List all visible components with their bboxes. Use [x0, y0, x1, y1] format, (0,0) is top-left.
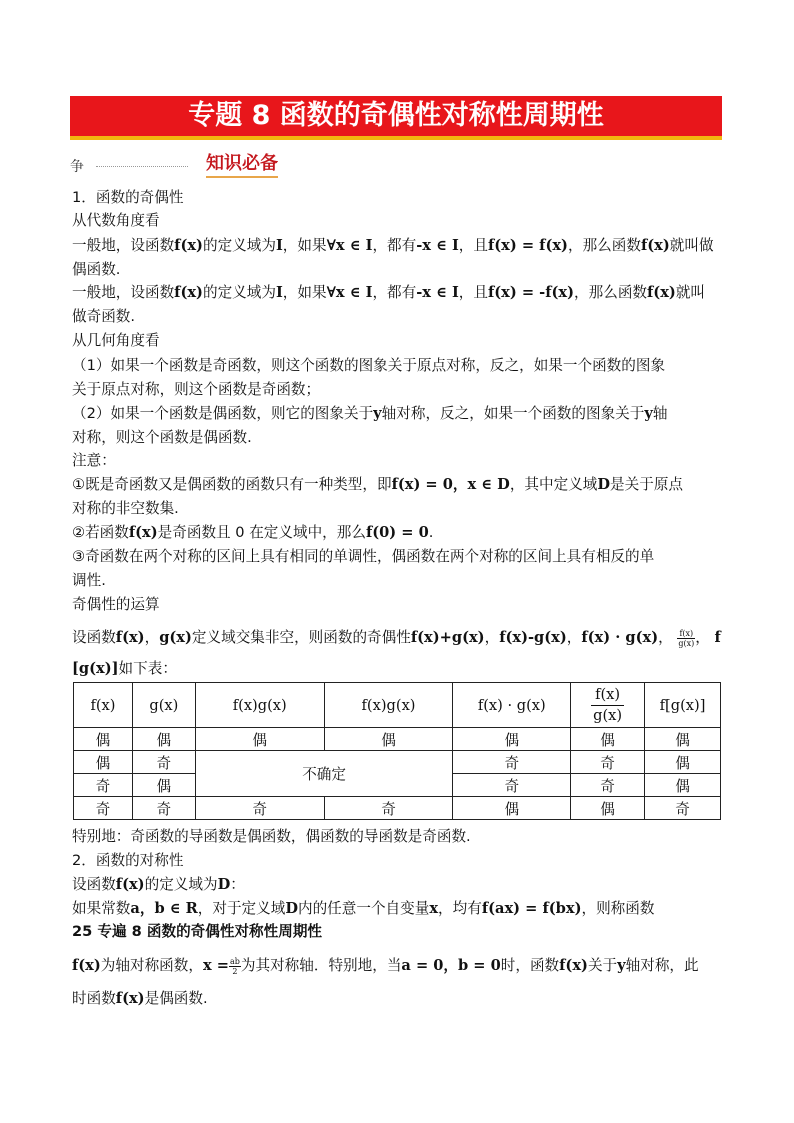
odd-definition-line: 一般地，设函数f(x)的定义域为I，如果∀x ∈ I，都有-x ∈ I，且f(x) = -f(x)，那么函数f(x)就叫: [72, 284, 706, 301]
subheading-geometric: 从几何角度看: [72, 332, 160, 349]
table-cell: 偶: [453, 728, 571, 751]
table-header-row: [74, 683, 721, 728]
axis-fraction: $\frac{ab}{2}$: [229, 956, 240, 976]
fraction-header: $\frac{f(x)}{g(x)}$: [593, 685, 623, 724]
note-3: ③奇函数在两个对称的区间上具有相同的单调性，偶函数在两个对称的区间上具有相反的单: [72, 548, 655, 565]
even-definition-line: 一般地，设函数f(x)的定义域为I，如果∀x ∈ I，都有-x ∈ I，且f(x) = f(x)，那么函数f(x)就叫做: [72, 237, 714, 254]
parity-table: [73, 682, 721, 820]
heading-parity: 1．函数的奇偶性: [72, 189, 184, 206]
note-1-end: 对称的非空数集.: [72, 500, 179, 517]
table-cell: 奇: [453, 751, 571, 774]
table-header-cell: f(x): [74, 683, 133, 728]
table-cell: 奇: [132, 751, 195, 774]
table-cell: 偶: [645, 774, 721, 797]
geometric-point-2: （2）如果一个函数是偶函数，则它的图象关于y轴对称，反之，如果一个函数的图象关于y轴: [72, 405, 668, 422]
table-cell: 偶: [571, 728, 645, 751]
table-header-cell: f(x)g(x): [195, 683, 324, 728]
table-cell: 奇: [324, 797, 453, 820]
table-cell: 偶: [645, 751, 721, 774]
table-row: [74, 797, 721, 820]
table-cell: 偶: [571, 797, 645, 820]
table-cell: 偶: [74, 751, 133, 774]
page-footer-title: 25 专遍 8 函数的奇偶性对称性周期性: [72, 923, 323, 940]
table-header-cell: f[g(x)]: [645, 683, 721, 728]
section-title: 知识必备: [206, 152, 278, 178]
table-cell: 奇: [74, 774, 133, 797]
table-cell: 奇: [645, 797, 721, 820]
table-header-cell: g(x): [132, 683, 195, 728]
note-3-end: 调性.: [72, 572, 106, 589]
geometric-point-1: （1）如果一个函数是奇函数，则这个函数的图象关于原点对称，反之，如果一个函数的图象: [72, 357, 666, 374]
section-divider: [96, 166, 188, 167]
table-header-cell: f(x)g(x): [324, 683, 453, 728]
page-title: 专题 8 函数的奇偶性对称性周期性: [188, 100, 604, 131]
table-cell: 奇: [571, 751, 645, 774]
table-row: [74, 751, 721, 774]
table-header-cell: [571, 683, 645, 728]
table-cell: 偶: [453, 797, 571, 820]
table-cell: 奇: [195, 797, 324, 820]
symmetry-axis-end: 时函数f(x)是偶函数.: [72, 990, 208, 1007]
table-cell: 偶: [195, 728, 324, 751]
symmetry-setup: 设函数f(x)的定义域为D：: [72, 876, 245, 893]
table-cell: 偶: [74, 728, 133, 751]
even-definition-end: 偶函数.: [72, 261, 121, 278]
section-header: [70, 150, 370, 180]
operations-intro-end: [g(x)]如下表：: [72, 660, 177, 677]
table-cell: 奇: [453, 774, 571, 797]
table-cell: 偶: [324, 728, 453, 751]
quotient-fraction: $\frac{f(x)}{g(x)}$: [678, 628, 695, 648]
table-cell: 偶: [645, 728, 721, 751]
subheading-operations: 奇偶性的运算: [72, 596, 160, 613]
table-row: [74, 728, 721, 751]
table-cell: 奇: [132, 797, 195, 820]
subheading-algebraic: 从代数角度看: [72, 212, 160, 229]
geometric-point-2-end: 对称，则这个函数是偶函数.: [72, 429, 252, 446]
table-cell: 奇: [571, 774, 645, 797]
derivative-note: 特别地：奇函数的导函数是偶函数，偶函数的导函数是奇函数.: [72, 828, 471, 845]
symmetry-condition: 如果常数a，b ∈ R，对于定义域D内的任意一个自变量x，均有f(ax) = f(bx)，则称函数: [72, 900, 655, 917]
table-cell: 偶: [132, 728, 195, 751]
table-cell: 偶: [132, 774, 195, 797]
title-banner: [70, 96, 722, 140]
operations-intro: 设函数f(x)，g(x)定义域交集非空，则函数的奇偶性f(x)+g(x)，f(x)-g(x)，f(x) · g(x)， $\frac{f(x)}{g(x)}$ ， f: [72, 628, 721, 648]
odd-definition-end: 做奇函数.: [72, 308, 136, 325]
note-heading: 注意：: [72, 452, 116, 469]
geometric-point-1-end: 关于原点对称，则这个函数是奇函数；: [72, 381, 321, 398]
note-1: ①既是奇函数又是偶函数的函数只有一种类型，即f(x) = 0，x ∈ D，其中定义域D是关于原点: [72, 476, 684, 493]
note-2: ②若函数f(x)是奇函数且 0 在定义域中，那么f(0) = 0.: [72, 524, 434, 541]
symmetry-axis-line: f(x)为轴对称函数，x = $\frac{ab}{2}$ 为其对称轴．特别地，当a = 0，b = 0时，函数f(x)关于y轴对称，此: [72, 956, 699, 976]
table-cell-merged: 不确定: [195, 751, 453, 797]
table-header-cell: f(x) · g(x): [453, 683, 571, 728]
table-cell: 奇: [74, 797, 133, 820]
heading-symmetry: 2．函数的对称性: [72, 852, 184, 869]
section-icon: 争: [70, 159, 84, 175]
